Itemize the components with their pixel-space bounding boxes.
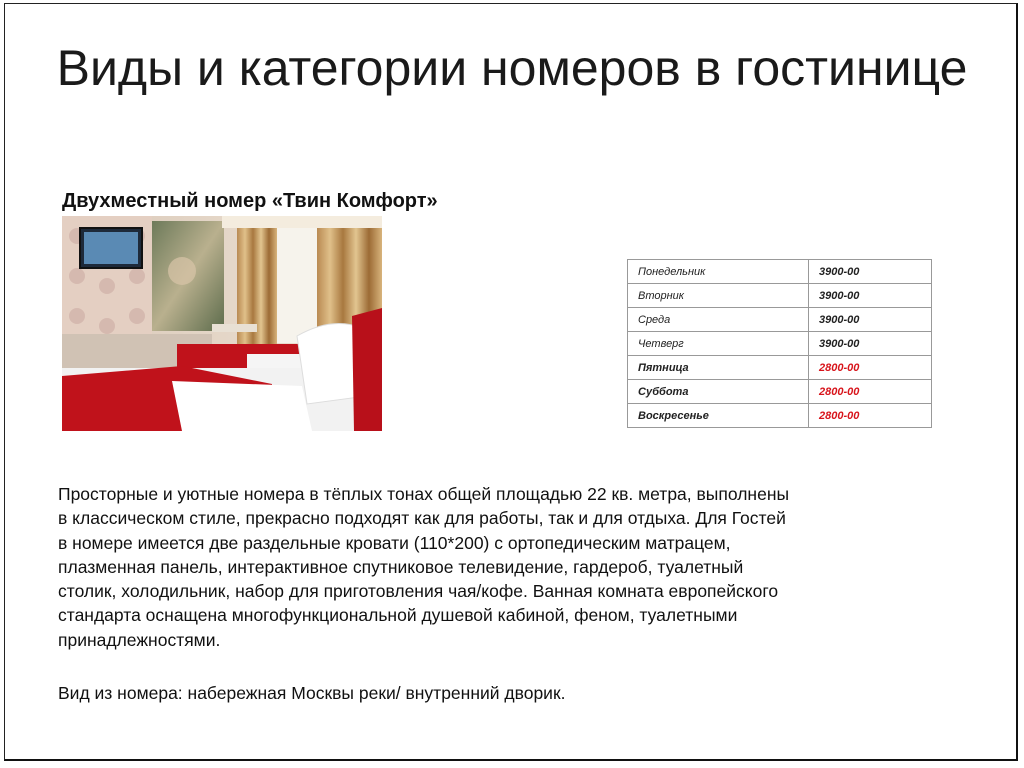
price-row (628, 380, 932, 404)
room-description: Просторные и уютные номера в тёплых тонах общей площадью 22 кв. метра, выполнены в классическом стиле, прекрасно подходят как для работы, так и для отдыха. Для Гостей в номере имеется две раздельные кровати (110*200) с ортопедическим матрацем, плазменная панель, интерактивное спутниковое телевидение, гардероб, туалетный столик, холодильник, набор для приготовления чая/кофе. Ванная комната европейского стандарта оснащена многофункциональной душевой кабиной, феном, туалетными принадлежностями. (58, 484, 790, 650)
price-table (627, 259, 932, 428)
price-day: Суббота (628, 380, 809, 404)
room-subtitle: Двухместный номер «Твин Комфорт» (62, 190, 438, 212)
price-day: Четверг (628, 332, 809, 356)
price-value: 3900-00 (809, 308, 932, 332)
price-day: Среда (628, 308, 809, 332)
price-row (628, 260, 932, 284)
price-row (628, 308, 932, 332)
price-value: 2800-00 (809, 404, 932, 428)
price-value: 3900-00 (809, 284, 932, 308)
price-value: 2800-00 (809, 356, 932, 380)
price-row (628, 356, 932, 380)
price-row (628, 404, 932, 428)
price-value: 2800-00 (809, 380, 932, 404)
hotel-room-photo (62, 216, 382, 431)
price-day: Понедельник (628, 260, 809, 284)
price-value: 3900-00 (809, 260, 932, 284)
price-row (628, 332, 932, 356)
price-value: 3900-00 (809, 332, 932, 356)
price-row (628, 284, 932, 308)
room-view: Вид из номера: набережная Москвы реки/ внутренний дворик. (58, 683, 566, 703)
slide (4, 3, 1018, 761)
price-day: Вторник (628, 284, 809, 308)
price-day: Воскресенье (628, 404, 809, 428)
price-day: Пятница (628, 356, 809, 380)
slide-title: Виды и категории номеров в гостинице (56, 40, 968, 96)
hotel-room-illustration (62, 216, 382, 431)
